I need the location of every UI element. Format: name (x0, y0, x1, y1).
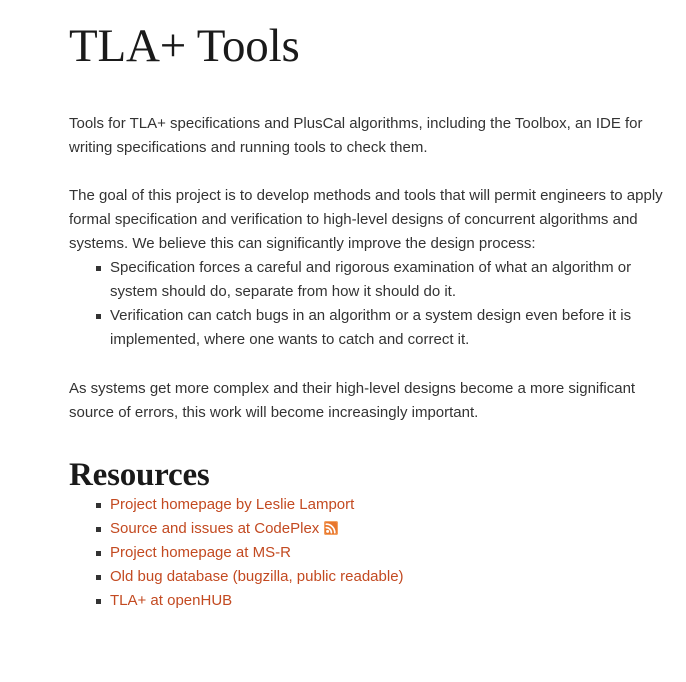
list-item (69, 304, 678, 352)
list-item (69, 589, 678, 613)
resource-link-source-codeplex[interactable]: Source and issues at CodePlex (110, 520, 320, 538)
benefit-text: Verification can catch bugs in an algorithm or a system design even before it is implemented, where one wants to catch and correct it. (110, 306, 632, 348)
resource-link-old-bug-database[interactable]: Old bug database (bugzilla, public readable) (110, 568, 404, 586)
list-item (69, 517, 678, 541)
benefits-list (69, 256, 678, 352)
goal-paragraph: The goal of this project is to develop methods and tools that will permit engineers to apply formal specification and verification to high-level designs of concurrent algorithms and systems. We believe this can significantly improve the design process: (69, 186, 663, 252)
list-item (69, 541, 678, 565)
list-item (69, 256, 678, 304)
resources-list (69, 493, 678, 613)
resource-link-project-homepage-msr[interactable]: Project homepage at MS-R (110, 544, 291, 562)
rss-feed-icon[interactable] (324, 519, 338, 533)
page-title: TLA+ Tools (69, 20, 300, 72)
benefit-text: Specification forces a careful and rigorous examination of what an algorithm or system should do, separate from how it should do it. (110, 258, 632, 300)
resource-link-openhub[interactable]: TLA+ at openHUB (110, 592, 233, 610)
closing-paragraph: As systems get more complex and their high-level designs become a more significant source of errors, this work will become increasingly important. (69, 379, 636, 421)
list-item (69, 565, 678, 589)
list-item (69, 493, 678, 517)
resource-link-project-homepage-lamport[interactable]: Project homepage by Leslie Lamport (110, 496, 355, 514)
intro-paragraph: Tools for TLA+ specifications and PlusCal algorithms, including the Toolbox, an IDE for writing specifications and running tools to check them. (69, 114, 643, 156)
resources-heading: Resources (69, 456, 210, 493)
